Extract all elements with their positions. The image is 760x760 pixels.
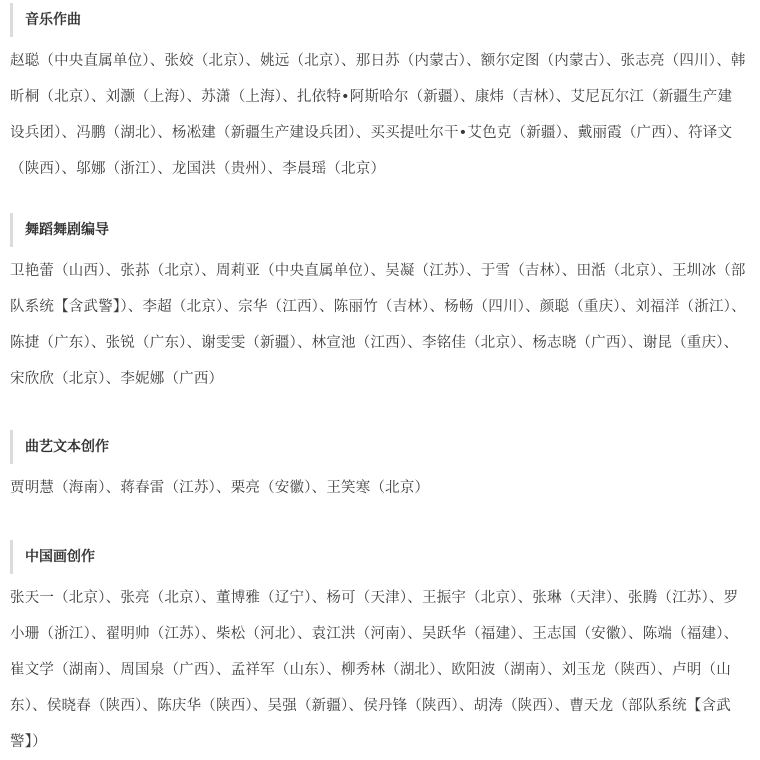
section-heading: 中国画创作	[10, 540, 760, 574]
section-name-list: 贾明慧（海南）、蒋春雷（江苏）、栗亮（安徽）、王笑寒（北京）	[10, 480, 430, 496]
section-name-list: 卫艳蕾（山西）、张荪（北京）、周莉亚（中央直属单位）、吴凝（江苏）、于雪（吉林）、田湉（北京）、王圳冰（部队系统【含武警】）、李超（北京）、宗华（江西）、陈丽竹（吉林）、杨畅（四川）、颜聪（重庆）、刘福洋（浙江）、陈捷（广东）、张锐（广东）、谢雯雯（新疆）、林宣池（江西）、李铭佳（北京）、杨志晓（广西）、谢昆（重庆）、宋欣欣（北京）、李妮娜（广西）	[10, 263, 746, 387]
section-name-list: 赵聪（中央直属单位）、张姣（北京）、姚远（北京）、那日苏（内蒙古）、额尔定图（内蒙古）、张志亮（四川）、韩昕桐（北京）、刘灏（上海）、苏潇（上海）、扎依特•阿斯哈尔（新疆）、康炜（吉林）、艾尼瓦尔江（新疆生产建设兵团）、冯鹏（湖北）、杨凇建（新疆生产建设兵团）、买买提吐尔干•艾色克（新疆）、戴丽霞（广西）、符译文（陕西）、邬娜（浙江）、龙国洪（贵州）、李晨瑶（北京）	[10, 53, 746, 177]
section-dance-choreography	[0, 213, 760, 397]
section-name-list: 张天一（北京）、张亮（北京）、董博雅（辽宁）、杨可（天津）、王振宇（北京）、张琳（天津）、张腾（江苏）、罗小珊（浙江）、翟明帅（江苏）、柴松（河北）、袁江洪（河南）、吴跃华（福建）、王志国（安徽）、陈端（福建）、崔文学（湖南）、周国泉（广西）、孟祥军（山东）、柳秀林（湖北）、欧阳波（湖南）、刘玉龙（陕西）、卢明（山东）、侯晓春（陕西）、陈庆华（陕西）、吴强（新疆）、侯丹锋（陕西）、胡涛（陕西）、曹天龙（部队系统【含武警】）	[10, 590, 739, 750]
section-heading: 舞蹈舞剧编导	[10, 213, 760, 247]
section-music-composition	[0, 3, 760, 187]
section-chinese-painting	[0, 540, 760, 760]
section-heading: 音乐作曲	[10, 3, 760, 37]
section-quyi-text-creation	[0, 430, 760, 506]
section-heading: 曲艺文本创作	[10, 430, 760, 464]
